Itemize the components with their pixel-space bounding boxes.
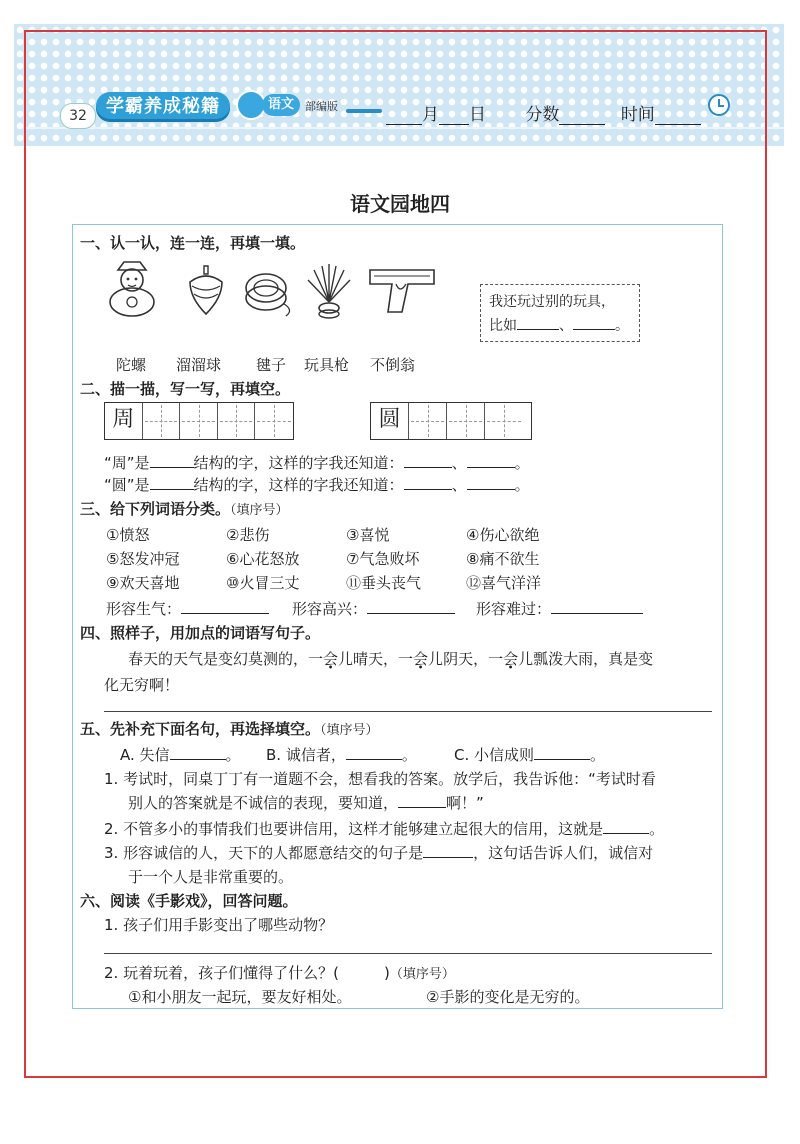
grid-cell[interactable]: [447, 403, 485, 439]
text: 啊！”: [446, 794, 484, 812]
word-10: ⑩火冒三丈: [226, 574, 300, 592]
text: 、: [451, 476, 467, 494]
page-number: 32: [60, 103, 96, 129]
grid-cell[interactable]: [485, 403, 523, 439]
toy-gun-icon: [366, 264, 438, 318]
category-sad: [476, 598, 643, 619]
example-blank-yuan-1[interactable]: [404, 475, 452, 490]
heading-text: 三、给下列词语分类。: [80, 500, 231, 518]
text: 。: [225, 746, 241, 764]
note-prefix: 比如: [489, 318, 517, 334]
yoyo-icon: [240, 264, 296, 318]
month-label: 月: [422, 105, 439, 125]
option-b-blank[interactable]: [346, 745, 402, 760]
hint-text: （填序号）: [230, 503, 289, 518]
time-blank[interactable]: [655, 106, 701, 125]
word-9: ⑨欢天喜地: [106, 574, 180, 592]
q5-2-blank[interactable]: [603, 819, 649, 834]
dotted-word: 一会儿: [398, 650, 444, 668]
toy-label-shuttlecock: 毽子: [256, 356, 287, 374]
word-3: ③喜悦: [346, 526, 390, 544]
category-happy: [292, 598, 455, 619]
happy-blank[interactable]: [367, 599, 455, 614]
yuan-structure-line: [104, 474, 530, 495]
text: 2. 不管多小的事情我们也要讲信用，这样才能够建立起很大的信用，这就是: [104, 820, 604, 838]
clock-icon: [708, 94, 730, 116]
option-c: [454, 744, 605, 765]
text: 晴天，: [353, 650, 399, 668]
trace-char-zhou: 周: [105, 403, 143, 439]
day-blank[interactable]: [439, 106, 469, 125]
text: 别人的答案就是不诚信的表现，要知道，: [128, 794, 399, 812]
q6-option-2: ②手影的变化是无穷的。: [426, 988, 590, 1006]
trace-char-yuan: 圆: [371, 403, 409, 439]
text: A. 失信: [120, 746, 170, 764]
q5-3-line2: 于一个人是非常重要的。: [128, 868, 294, 886]
text: “圆”是: [104, 476, 150, 494]
example-sentence: [128, 648, 653, 669]
text: “周”是: [104, 454, 150, 472]
writing-grid-zhou[interactable]: [104, 402, 294, 440]
page-title: 语文园地四: [350, 192, 450, 216]
word-6: ⑥心花怒放: [226, 550, 300, 568]
toy-label-spinning-top: 陀螺: [116, 356, 147, 374]
tumbler-doll-icon: [100, 258, 164, 318]
score-label: 分数: [525, 105, 560, 125]
word-8: ⑧痛不欲生: [466, 550, 540, 568]
section4-heading: 四、照样子，用加点的词语写句子。: [80, 624, 321, 642]
text: 。: [514, 476, 530, 494]
pencil-icon: [346, 109, 382, 113]
toy-blank-1[interactable]: [517, 315, 559, 330]
grid-cell[interactable]: [143, 403, 181, 439]
dotted-word: 一会儿: [308, 650, 354, 668]
example-blank-zhou-1[interactable]: [404, 453, 452, 468]
word-7: ⑦气急败坏: [346, 550, 420, 568]
text: 。: [590, 746, 606, 764]
category-angry: [106, 598, 269, 619]
structure-blank-yuan[interactable]: [150, 475, 194, 490]
structure-blank-zhou[interactable]: [150, 453, 194, 468]
text: 。: [401, 746, 417, 764]
subject-badge: 语文: [262, 94, 300, 116]
grid-cell[interactable]: [218, 403, 256, 439]
toy-label-tumbler: 不倒翁: [370, 356, 416, 374]
sad-blank[interactable]: [551, 599, 643, 614]
q5-1-line1: 1. 考试时，同桌丁丁有一道题不会，想看我的答案。放学后，我告诉他：“考试时看: [104, 770, 656, 788]
writing-grid-yuan[interactable]: [370, 402, 532, 440]
zhou-structure-line: [104, 452, 530, 473]
text: 结构的字，这样的字我还知道：: [193, 476, 404, 494]
answer-paren[interactable]: ( ): [333, 964, 390, 982]
month-blank[interactable]: [386, 106, 422, 125]
option-b: [266, 744, 417, 765]
date-score-fields: [386, 100, 701, 125]
text: B. 诚信者，: [266, 746, 346, 764]
q5-3-line1: [104, 842, 653, 863]
edition-label: 部编版: [305, 100, 338, 113]
q5-1-blank[interactable]: [398, 793, 446, 808]
note-sep: 、: [559, 318, 573, 334]
section3-heading: [80, 498, 289, 519]
day-label: 日: [469, 105, 486, 125]
text: 。: [649, 820, 665, 838]
dotted-word: 一会儿: [488, 650, 534, 668]
text: 3. 形容诚信的人，天下的人都愿意结交的句子是: [104, 844, 424, 862]
note-end: 。: [615, 318, 629, 334]
grid-cell[interactable]: [255, 403, 293, 439]
text: C. 小信成则: [454, 746, 535, 764]
word-4: ④伤心欲绝: [466, 526, 540, 544]
text: 结构的字，这样的字我还知道：: [193, 454, 404, 472]
spinning-top-icon: [184, 262, 228, 318]
shuttlecock-icon: [304, 262, 354, 320]
text: ，这句话告诉人们，诚信对: [473, 844, 654, 862]
text: 、: [451, 454, 467, 472]
grid-cell[interactable]: [180, 403, 218, 439]
text: 瓢泼大雨，真是变: [533, 650, 654, 668]
text: 。: [514, 454, 530, 472]
text: 春天的天气是变幻莫测的，: [128, 650, 309, 668]
section1-heading: 一、认一认，连一连，再填一填。: [80, 234, 306, 252]
q5-2: [104, 818, 664, 839]
section6-heading: 六、阅读《手影戏》，回答问题。: [80, 892, 298, 910]
answer-line-s4[interactable]: [104, 711, 712, 712]
angry-blank[interactable]: [181, 599, 269, 614]
text: 2. 玩着玩着，孩子们懂得了什么？: [104, 964, 334, 982]
example-blank-zhou-2[interactable]: [467, 453, 515, 468]
example-sentence-line2: 化无穷啊！: [104, 676, 180, 694]
note-line1: 我还玩过别的玩具，: [489, 294, 615, 310]
q5-1-line2: [128, 792, 484, 813]
option-c-blank[interactable]: [534, 745, 590, 760]
toy-label-toy-gun: 玩具枪: [304, 356, 350, 374]
answer-line-s6[interactable]: [104, 953, 712, 954]
hint-text: （填序号）: [320, 723, 379, 738]
text: 形容生气：: [106, 600, 182, 618]
option-a-blank[interactable]: [170, 745, 226, 760]
q6-option-1: ①和小朋友一起玩，要友好相处。: [128, 988, 352, 1006]
section2-heading: 二、描一描，写一写，再填空。: [80, 380, 291, 398]
toy-note-box: [480, 284, 640, 342]
text: 阴天，: [443, 650, 489, 668]
q5-3-blank[interactable]: [423, 843, 473, 858]
q6-2: [104, 962, 455, 983]
hint-text: （填序号）: [389, 967, 455, 982]
word-2: ②悲伤: [226, 526, 270, 544]
section5-heading: [80, 718, 379, 739]
word-1: ①愤怒: [106, 526, 150, 544]
score-blank[interactable]: [559, 106, 605, 125]
word-11: ⑪垂头丧气: [346, 574, 422, 592]
toy-label-yoyo: 溜溜球: [176, 356, 222, 374]
example-blank-yuan-2[interactable]: [467, 475, 515, 490]
q6-1: 1. 孩子们用手影变出了哪些动物？: [104, 916, 334, 934]
heading-text: 五、先补充下面名句，再选择填空。: [80, 720, 321, 738]
option-a: [120, 744, 241, 765]
text: 形容难过：: [476, 600, 552, 618]
grid-cell[interactable]: [409, 403, 447, 439]
brand-logo: 学霸养成秘籍: [96, 92, 230, 122]
toy-blank-2[interactable]: [573, 315, 615, 330]
word-5: ⑤怒发冲冠: [106, 550, 180, 568]
word-12: ⑫喜气洋洋: [466, 574, 542, 592]
text: 形容高兴：: [292, 600, 368, 618]
time-label: 时间: [620, 105, 655, 125]
